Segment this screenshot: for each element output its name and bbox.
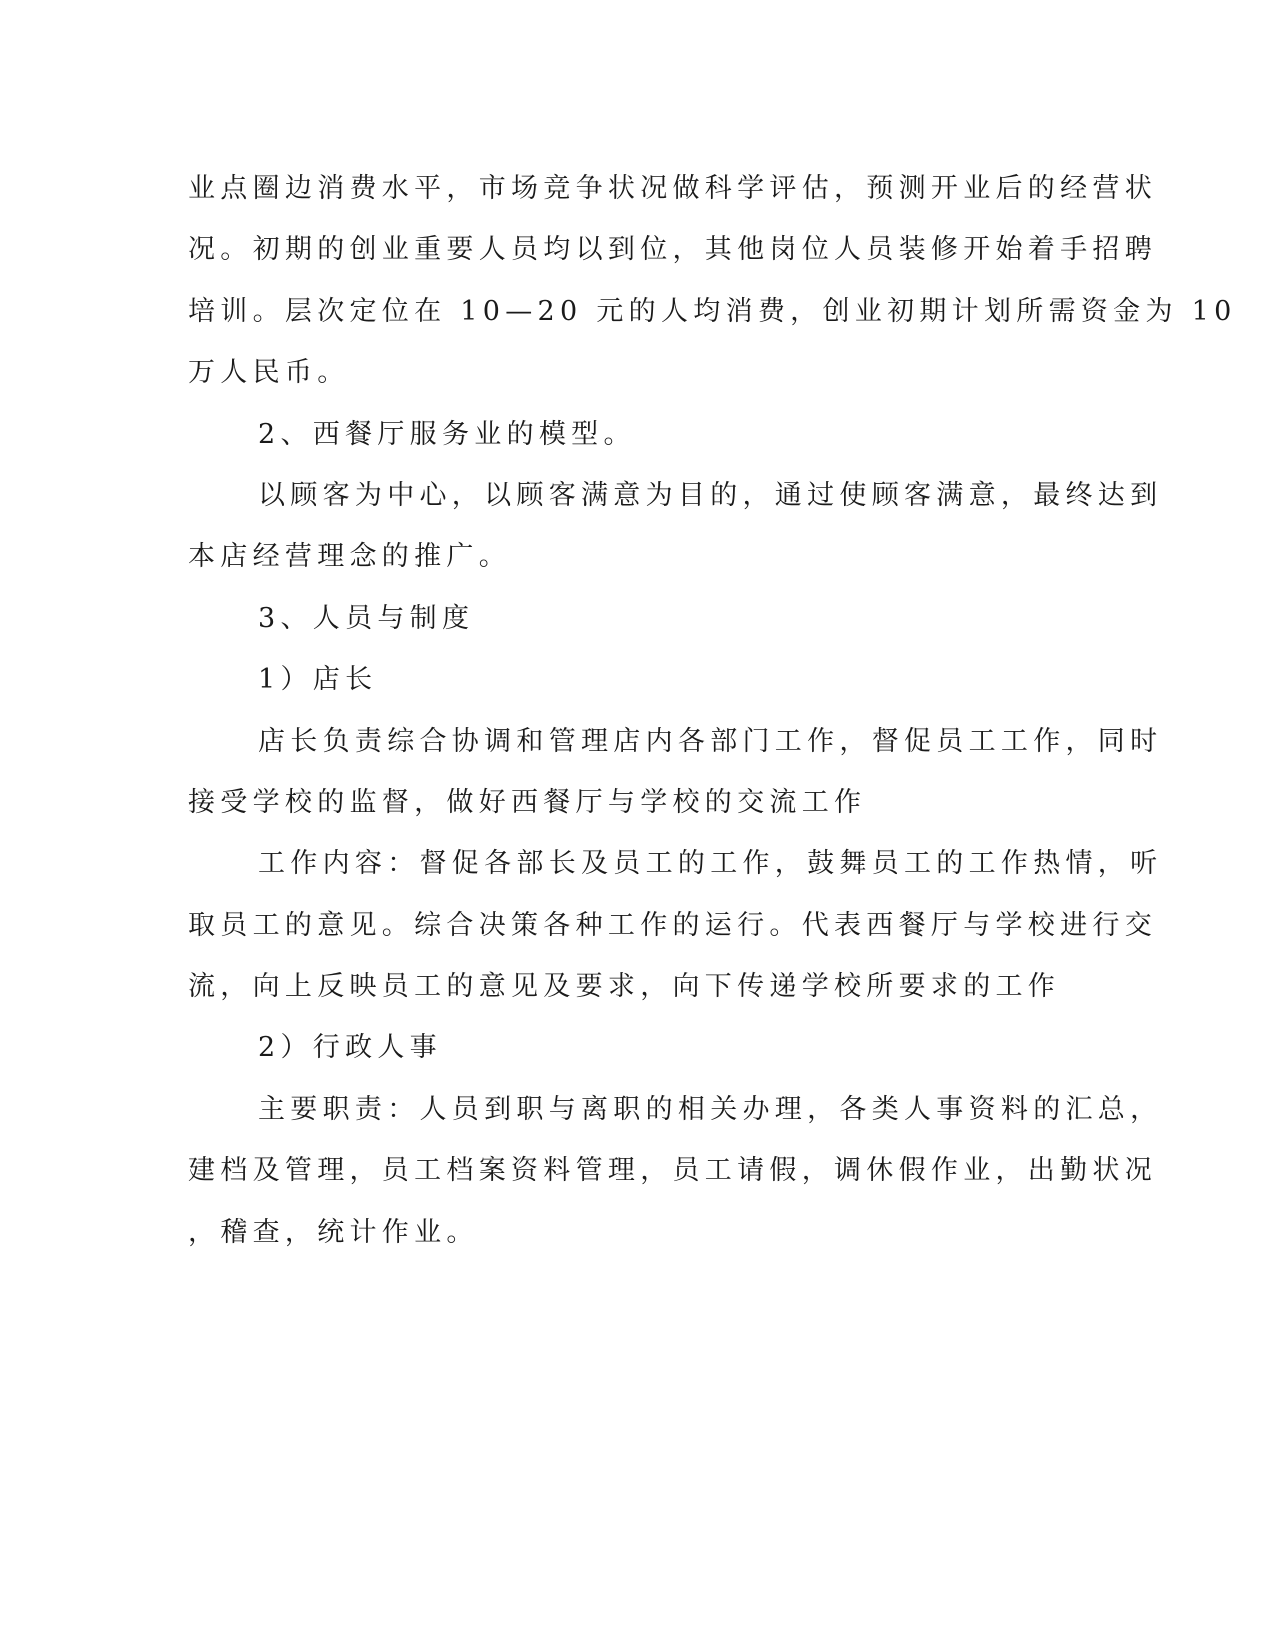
text-line: 业点圈边消费水平，市场竞争状况做科学评估，预测开业后的经营状 <box>188 173 1157 204</box>
text-line: 取员工的意见。综合决策各种工作的运行。代表西餐厅与学校进行交 <box>188 909 1157 941</box>
text-line: 建档及管理，员工档案资料管理，员工请假，调休假作业，出勤状况 <box>188 1155 1157 1187</box>
section-heading: 3、人员与制度 <box>258 602 475 634</box>
text-line: 接受学校的监督，做好西餐厅与学校的交流工作 <box>188 786 867 818</box>
text-line: 况。初期的创业重要人员均以到位，其他岗位人员装修开始着手招聘 <box>188 234 1157 266</box>
text-line: ，稽查，统计作业。 <box>188 1216 479 1248</box>
subsection-heading: 2）行政人事 <box>258 1032 442 1064</box>
subsection-heading: 1）店长 <box>258 664 378 696</box>
text-line: 工作内容：督促各部长及员工的工作，鼓舞员工的工作热情，听 <box>258 848 1163 880</box>
section-heading: 2、西餐厅服务业的模型。 <box>258 418 636 450</box>
text-line: 本店经营理念的推广。 <box>188 541 511 573</box>
text-line: 流，向上反映员工的意见及要求，向下传递学校所要求的工作 <box>188 971 1061 1003</box>
document-body <box>188 158 1237 1263</box>
text-line: 万人民币。 <box>188 357 350 389</box>
text-line: 主要职责：人员到职与离职的相关办理，各类人事资料的汇总， <box>258 1093 1163 1125</box>
text-line: 培训。层次定位在 10—20 元的人均消费，创业初期计划所需资金为 10 <box>188 295 1237 327</box>
text-line: 店长负责综合协调和管理店内各部门工作，督促员工工作，同时 <box>258 725 1163 757</box>
text-line: 以顾客为中心，以顾客满意为目的，通过使顾客满意，最终达到 <box>258 479 1163 511</box>
